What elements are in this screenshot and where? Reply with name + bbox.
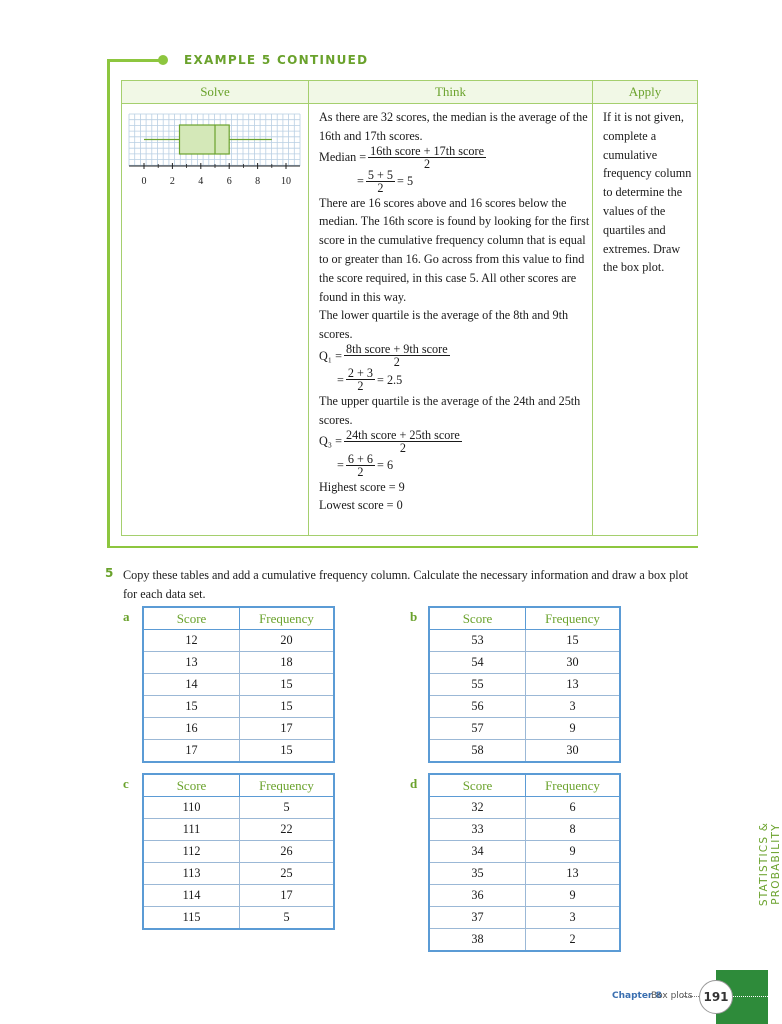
q1-denominator: 2 bbox=[393, 355, 400, 370]
part-label-a: a bbox=[123, 609, 130, 624]
example-frame-dot bbox=[158, 55, 168, 65]
frequency-cell: 20 bbox=[240, 630, 335, 652]
table-row bbox=[429, 718, 620, 740]
score-cell: 115 bbox=[143, 907, 240, 930]
highest-score: Highest score = 9 bbox=[319, 479, 405, 494]
lowest-score: Lowest score = 0 bbox=[319, 498, 403, 513]
page-number: 191 bbox=[699, 980, 733, 1014]
think-paragraph-4: The upper quartile is the average of the 24th and 25th scores. bbox=[319, 393, 581, 427]
frequency-cell: 5 bbox=[240, 907, 335, 930]
frequency-table-d bbox=[428, 773, 621, 952]
solve-header: Solve bbox=[122, 81, 309, 104]
frequency-cell: 8 bbox=[526, 819, 621, 841]
box bbox=[180, 125, 230, 154]
score-cell: 16 bbox=[143, 718, 240, 740]
question-text: Copy these tables and add a cumulative frequency column. Calculate the necessary information and draw a box plot for each data set. bbox=[123, 568, 689, 601]
table-row bbox=[143, 907, 334, 930]
frequency-cell: 25 bbox=[240, 863, 335, 885]
frequency-cell: 22 bbox=[240, 819, 335, 841]
q1-numerator-2: 2 + 3 bbox=[347, 366, 374, 381]
table-row bbox=[143, 885, 334, 907]
table-row bbox=[143, 674, 334, 696]
tick-label: 10 bbox=[281, 176, 291, 187]
median-result: = 5 bbox=[397, 174, 414, 189]
frequency-cell: 15 bbox=[240, 696, 335, 718]
example-frame-bottom bbox=[107, 546, 698, 548]
frequency-cell: 30 bbox=[526, 740, 621, 763]
score-cell: 54 bbox=[429, 652, 526, 674]
frequency-cell: 3 bbox=[526, 696, 621, 718]
frequency-header: Frequency bbox=[526, 607, 621, 630]
q3-result: = 6 bbox=[377, 458, 394, 473]
score-cell: 12 bbox=[143, 630, 240, 652]
score-cell: 57 bbox=[429, 718, 526, 740]
table-row bbox=[429, 674, 620, 696]
frequency-cell: 26 bbox=[240, 841, 335, 863]
score-cell: 38 bbox=[429, 929, 526, 952]
score-cell: 113 bbox=[143, 863, 240, 885]
table-row bbox=[429, 696, 620, 718]
score-cell: 56 bbox=[429, 696, 526, 718]
median-equation bbox=[319, 146, 592, 170]
footer-dots bbox=[682, 996, 699, 997]
median-numerator: 16th score + 17th score bbox=[370, 144, 484, 159]
score-cell: 32 bbox=[429, 797, 526, 819]
q1-denominator-2: 2 bbox=[357, 379, 364, 394]
q1-numerator: 8th score + 9th score bbox=[345, 342, 448, 357]
q3-equation bbox=[319, 430, 592, 454]
frequency-cell: 15 bbox=[240, 740, 335, 763]
frequency-cell: 9 bbox=[526, 718, 621, 740]
part-label-d: d bbox=[410, 776, 418, 791]
example-title: EXAMPLE 5 CONTINUED bbox=[184, 53, 369, 67]
score-header: Score bbox=[429, 607, 526, 630]
tick-label: 8 bbox=[255, 176, 261, 187]
think-header: Think bbox=[309, 81, 593, 104]
think-cell bbox=[309, 104, 593, 536]
q3-numerator: 24th score + 25th score bbox=[345, 428, 460, 443]
frequency-cell: 17 bbox=[240, 718, 335, 740]
part-label-b: b bbox=[410, 609, 418, 624]
score-header: Score bbox=[143, 607, 240, 630]
table-row bbox=[143, 652, 334, 674]
q3-denominator: 2 bbox=[399, 441, 406, 456]
frequency-cell: 18 bbox=[240, 652, 335, 674]
think-paragraph-2: There are 16 scores above and 16 scores below the median. The 16th score is found by looking for the first score in the cumulative frequency column that is equal to or greater than 16. Go across from this value to find the score required, in this case 5. All other scores are found in this way. bbox=[319, 195, 590, 304]
score-cell: 37 bbox=[429, 907, 526, 929]
table-row bbox=[429, 885, 620, 907]
frequency-cell: 9 bbox=[526, 841, 621, 863]
apply-cell bbox=[593, 104, 698, 536]
table-row bbox=[429, 740, 620, 763]
apply-text: If it is not given, complete a cumulative frequency column to determine the values of the quartiles and extremes. Draw the box plot. bbox=[603, 110, 692, 275]
table-row bbox=[429, 630, 620, 652]
tick-label: 6 bbox=[226, 176, 232, 187]
table-row bbox=[429, 652, 620, 674]
median-denominator-2: 2 bbox=[377, 181, 384, 196]
q1-fraction-2 bbox=[346, 367, 375, 392]
think-paragraph-1: As there are 32 scores, the median is the average of the 16th and 17th scores. bbox=[319, 110, 588, 143]
footer-chapter: Chapter 8 bbox=[612, 991, 662, 1001]
score-cell: 36 bbox=[429, 885, 526, 907]
frequency-cell: 5 bbox=[240, 797, 335, 819]
table-row bbox=[143, 819, 334, 841]
frequency-cell: 6 bbox=[526, 797, 621, 819]
frequency-cell: 3 bbox=[526, 907, 621, 929]
q3-numerator-2: 6 + 6 bbox=[347, 452, 374, 467]
frequency-table-b bbox=[428, 606, 621, 763]
footer-title: Box plots bbox=[651, 991, 693, 1001]
table-row bbox=[429, 841, 620, 863]
frequency-table-c bbox=[142, 773, 335, 930]
frequency-cell: 2 bbox=[526, 929, 621, 952]
score-cell: 35 bbox=[429, 863, 526, 885]
example-frame-top bbox=[107, 59, 162, 62]
frequency-cell: 15 bbox=[526, 630, 621, 652]
q3-fraction bbox=[344, 429, 462, 454]
q3-denominator-2: 2 bbox=[357, 465, 364, 480]
frequency-table-a bbox=[142, 606, 335, 763]
score-cell: 111 bbox=[143, 819, 240, 841]
frequency-header: Frequency bbox=[240, 607, 335, 630]
median-numerator-2: 5 + 5 bbox=[367, 168, 394, 183]
median-fraction bbox=[368, 145, 486, 170]
table-row bbox=[143, 841, 334, 863]
solve-cell bbox=[122, 104, 309, 536]
score-cell: 110 bbox=[143, 797, 240, 819]
apply-header: Apply bbox=[593, 81, 698, 104]
part-label-c: c bbox=[123, 776, 129, 791]
table-row bbox=[143, 696, 334, 718]
score-cell: 15 bbox=[143, 696, 240, 718]
median-equation-2: = $\frac{5 + 5}{2}$ = 5 bbox=[357, 168, 414, 196]
median-denominator: 2 bbox=[424, 157, 431, 172]
table-row bbox=[143, 863, 334, 885]
table-row bbox=[143, 630, 334, 652]
q1-result: = 2.5 bbox=[377, 372, 403, 387]
score-cell: 53 bbox=[429, 630, 526, 652]
q1-fraction bbox=[344, 343, 450, 368]
frequency-cell: 9 bbox=[526, 885, 621, 907]
frequency-cell: 15 bbox=[240, 674, 335, 696]
q1-label: Q₁ = bbox=[319, 348, 342, 363]
median-fraction-2 bbox=[366, 169, 395, 194]
table-row bbox=[143, 718, 334, 740]
score-cell: 58 bbox=[429, 740, 526, 763]
section-label: STATISTICS & PROBABILITY bbox=[758, 821, 782, 907]
score-header: Score bbox=[143, 774, 240, 797]
tick-label: 4 bbox=[198, 176, 204, 187]
score-cell: 17 bbox=[143, 740, 240, 763]
q1-equation-2: = $\frac{2 + 3}{2}$ = 2.5 bbox=[337, 366, 403, 394]
score-cell: 33 bbox=[429, 819, 526, 841]
tick-label: 2 bbox=[169, 176, 175, 187]
box-plot bbox=[122, 104, 308, 194]
think-paragraph-3: The lower quartile is the average of the 8th and 9th scores. bbox=[319, 308, 569, 342]
table-row bbox=[429, 797, 620, 819]
score-cell: 14 bbox=[143, 674, 240, 696]
frequency-cell: 17 bbox=[240, 885, 335, 907]
q1-equation bbox=[319, 344, 592, 368]
score-cell: 114 bbox=[143, 885, 240, 907]
frequency-cell: 13 bbox=[526, 863, 621, 885]
q3-label: Q₃ = bbox=[319, 434, 342, 449]
table-row bbox=[429, 863, 620, 885]
table-row bbox=[429, 819, 620, 841]
score-cell: 112 bbox=[143, 841, 240, 863]
footer-dots-right bbox=[733, 996, 768, 997]
score-cell: 13 bbox=[143, 652, 240, 674]
table-row bbox=[143, 797, 334, 819]
tick-label: 0 bbox=[141, 176, 147, 187]
example-table bbox=[121, 80, 698, 536]
score-header: Score bbox=[429, 774, 526, 797]
table-row bbox=[429, 929, 620, 952]
frequency-cell: 30 bbox=[526, 652, 621, 674]
frequency-header: Frequency bbox=[526, 774, 621, 797]
table-row bbox=[429, 907, 620, 929]
q3-fraction-2 bbox=[346, 453, 375, 478]
q3-equation-2: = $\frac{6 + 6}{2}$ = 6 bbox=[337, 452, 394, 480]
score-cell: 55 bbox=[429, 674, 526, 696]
table-row bbox=[143, 740, 334, 763]
question-number: 5 bbox=[105, 566, 114, 580]
median-label: Median = bbox=[319, 150, 367, 165]
example-frame-left bbox=[107, 60, 110, 548]
frequency-cell: 13 bbox=[526, 674, 621, 696]
frequency-header: Frequency bbox=[240, 774, 335, 797]
score-cell: 34 bbox=[429, 841, 526, 863]
